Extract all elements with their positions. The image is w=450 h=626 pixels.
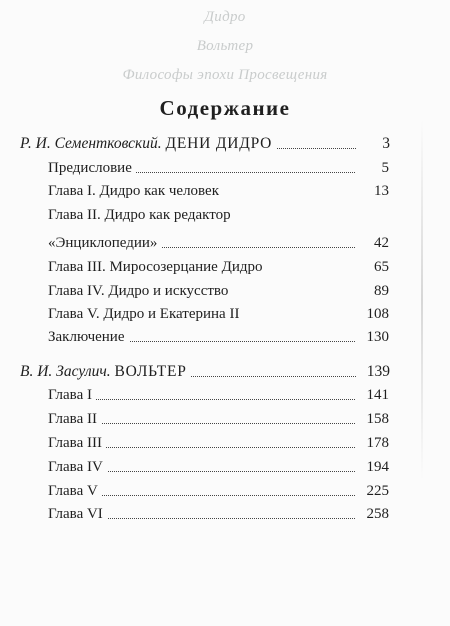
bleed-through-text-2: Вольтер: [196, 38, 254, 54]
section-work-title: ДЕНИ ДИДРО: [165, 135, 273, 152]
toc-entry-title: Глава I. Дидро как человек: [48, 180, 223, 202]
bleed-through-text-1: Дидро: [204, 9, 246, 25]
page-edge-shadow: [421, 120, 423, 480]
toc-section-voltaire: [20, 361, 390, 383]
toc-entry-title: Глава IV. Дидро и искусство: [48, 280, 232, 302]
page-number: 13: [370, 180, 389, 202]
page-number: 158: [363, 408, 390, 430]
page-number: 194: [363, 456, 390, 478]
toc-entry-title: Предисловие: [48, 157, 136, 179]
page-number: 108: [363, 303, 390, 325]
page-number: 141: [363, 384, 390, 406]
toc-entry-title: Глава III: [48, 432, 106, 454]
toc-entry: [48, 432, 389, 454]
bleed-through-text-3: Философы эпохи Просвещения: [122, 67, 328, 83]
page-number: 65: [370, 256, 389, 278]
toc-entry: [48, 456, 389, 478]
page-number: 3: [378, 133, 390, 155]
page-number: 130: [363, 326, 390, 348]
page-number: 258: [363, 503, 390, 525]
toc-entry: [48, 480, 389, 502]
toc-entry-title: Глава V: [48, 480, 102, 502]
page-number: 139: [363, 361, 390, 383]
toc-section-diderot: [20, 133, 390, 155]
toc-entry: [48, 232, 389, 254]
page-number: 178: [363, 432, 390, 454]
toc-entry-title: Глава II: [48, 408, 101, 430]
toc-entry: [48, 384, 389, 406]
toc-entry: [48, 503, 389, 525]
toc-entry-title: Глава VI: [48, 503, 107, 525]
toc-entry-title: Глава II. Дидро как редактор: [48, 204, 235, 226]
toc-entry-title: Глава IV: [48, 456, 107, 478]
toc-entry: [48, 303, 389, 325]
toc-entry-title: «Энциклопедии»: [48, 232, 161, 254]
page-number: 5: [378, 157, 390, 179]
toc-entry-title: Глава III. Миросозерцание Дидро: [48, 256, 266, 278]
section-author: Р. И. Сементковский.: [20, 135, 162, 152]
section-author: В. И. Засулич.: [20, 363, 111, 380]
page-number: 42: [370, 232, 389, 254]
toc-entry: [48, 256, 389, 278]
toc-entry: [48, 157, 389, 179]
toc-entry: [48, 326, 389, 348]
toc-entry: [48, 180, 389, 202]
page-title: Содержание: [159, 96, 291, 120]
page-number: 225: [363, 480, 390, 502]
toc-entry-title: Глава I: [48, 384, 96, 406]
section-work-title: ВОЛЬТЕР: [114, 363, 187, 380]
toc-entry: [48, 204, 389, 226]
page-number: 89: [370, 280, 389, 302]
toc-entry: [48, 280, 389, 302]
toc-entry: [48, 408, 389, 430]
toc-entry-title: Глава V. Дидро и Екатерина II: [48, 303, 243, 325]
toc-entry-title: Заключение: [48, 326, 129, 348]
